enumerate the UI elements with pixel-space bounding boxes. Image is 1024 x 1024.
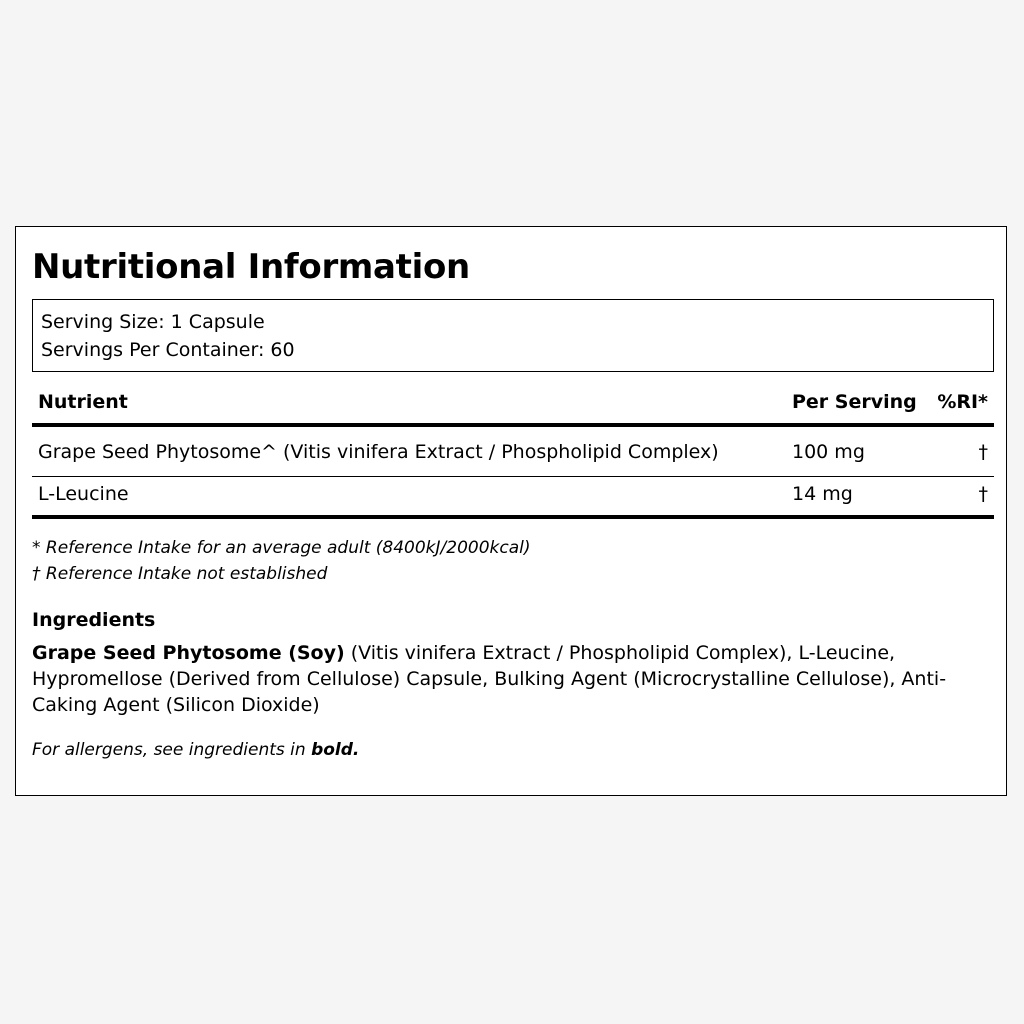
ingredients-text <box>32 640 982 718</box>
table-row <box>32 477 994 519</box>
allergen-note-bold: bold. <box>311 740 360 760</box>
ingredients-rest: (Vitis vinifera Extract / Phospholipid Complex), L-Leucine, Hypromellose (Derived from Cellulose) Capsule, Bulking Agent (Microcrystalline Cellulose), Anti-Caking Agent (Silicon Dioxide) <box>32 642 947 716</box>
footnote-dagger: † Reference Intake not established <box>32 564 328 584</box>
table-header-row <box>32 387 994 427</box>
nutrient-amount: 14 mg <box>792 483 853 505</box>
table-row <box>32 427 994 477</box>
nutrient-name: Grape Seed Phytosome^ (Vitis vinifera Extract / Phospholipid Complex) <box>38 441 719 463</box>
nutrient-ri: † <box>978 441 988 463</box>
servings-per-container: Servings Per Container: 60 <box>41 339 295 361</box>
header-nutrient: Nutrient <box>38 391 128 413</box>
ingredient-allergen-bold: Grape Seed Phytosome (Soy) <box>32 642 345 664</box>
ingredients-heading: Ingredients <box>32 609 156 631</box>
footnote-ri: * Reference Intake for an average adult (8400kJ/2000kcal) <box>32 538 531 558</box>
nutrient-name: L-Leucine <box>38 483 129 505</box>
nutrient-amount: 100 mg <box>792 441 865 463</box>
serving-size: Serving Size: 1 Capsule <box>41 311 265 333</box>
panel-title: Nutritional Information <box>32 247 470 287</box>
nutrition-panel <box>15 226 1007 796</box>
allergen-note-prefix: For allergens, see ingredients in <box>32 740 312 760</box>
serving-info-box <box>32 299 994 372</box>
nutrient-table <box>32 387 994 519</box>
header-ri: %RI* <box>937 391 988 413</box>
allergen-note <box>32 737 359 763</box>
nutrient-ri: † <box>978 483 988 505</box>
header-per-serving: Per Serving <box>792 391 917 413</box>
footnotes <box>32 535 531 587</box>
